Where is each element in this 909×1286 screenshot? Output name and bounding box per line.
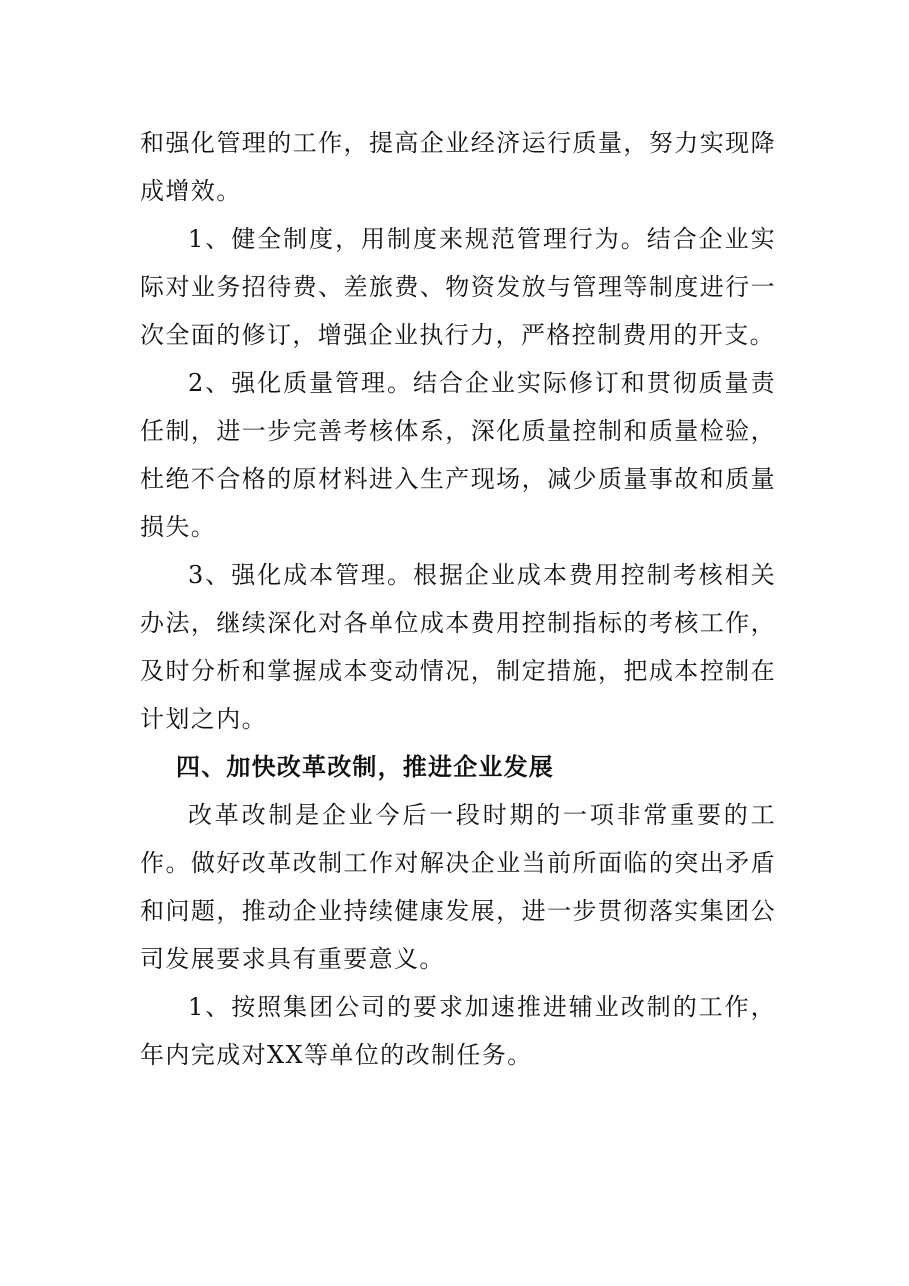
paragraph-reform-intro: 改革改制是企业今后一段时期的一项非常重要的工作。做好改革改制工作对解决企业当前所面临的突出矛盾和问题，推动企业持续健康发展，进一步贯彻落实集团公司发展要求具有重要意义。 — [140, 801, 776, 973]
document-body — [140, 119, 776, 1079]
paragraph-continuation: 和强化管理的工作，提高企业经济运行质量，努力实现降成增效。 — [140, 129, 776, 205]
paragraph-item-2: 2、强化质量管理。结合企业实际修订和贯彻质量责任制，进一步完善考核体系，深化质量控制和质量检验，杜绝不合格的原材料进入生产现场，减少质量事故和质量损失。 — [140, 369, 776, 541]
section-heading: 四、加快改革改制，推进企业发展 — [176, 753, 554, 781]
paragraph-item-3: 3、强化成本管理。根据企业成本费用控制考核相关办法，继续深化对各单位成本费用控制指标的考核工作，及时分析和掌握成本变动情况，制定措施，把成本控制在计划之内。 — [140, 561, 776, 733]
paragraph-item-1: 1、健全制度，用制度来规范管理行为。结合企业实际对业务招待费、差旅费、物资发放与管理等制度进行一次全面的修订，增强企业执行力，严格控制费用的开支。 — [140, 225, 776, 349]
paragraph-reform-item-1: 1、按照集团公司的要求加速推进辅业改制的工作，年内完成对XX等单位的改制任务。 — [140, 993, 776, 1069]
